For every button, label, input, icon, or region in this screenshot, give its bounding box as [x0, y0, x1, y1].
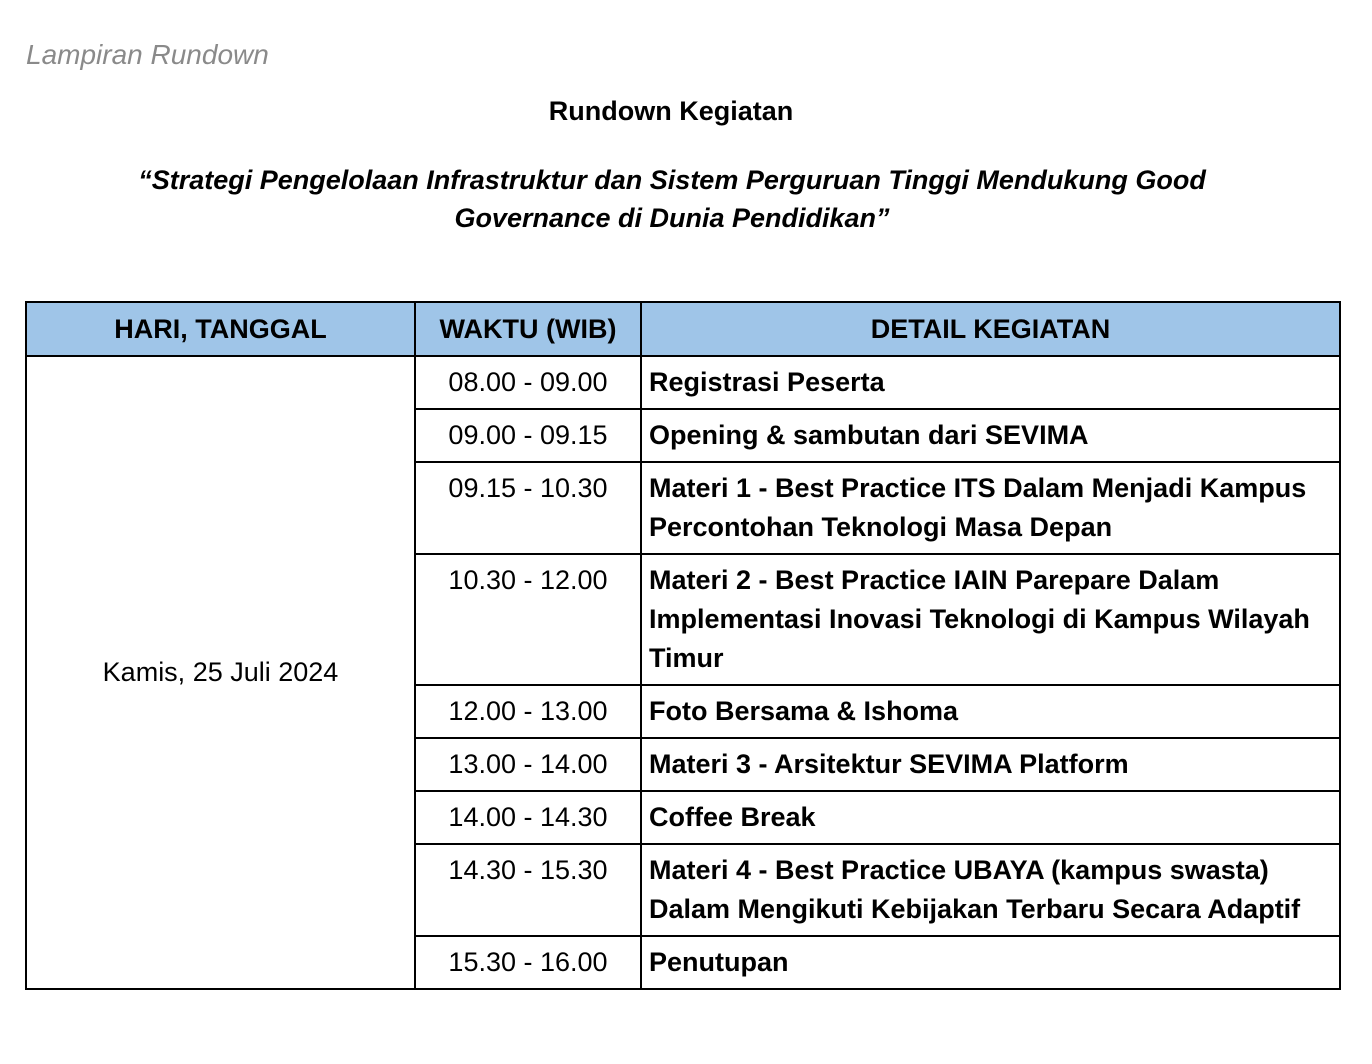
attachment-label: Lampiran Rundown [26, 39, 269, 70]
detail-cell: Materi 4 - Best Practice UBAYA (kampus swasta) Dalam Mengikuti Kebijakan Terbaru Secara Adaptif [641, 844, 1340, 936]
column-header-day: HARI, TANGGAL [26, 302, 415, 356]
time-cell: 10.30 - 12.00 [415, 554, 641, 685]
page-title: Rundown Kegiatan [548, 96, 794, 126]
detail-cell: Materi 2 - Best Practice IAIN Parepare Dalam Implementasi Inovasi Teknologi di Kampus Wilayah Timur [641, 554, 1340, 685]
time-cell: 14.30 - 15.30 [415, 844, 641, 936]
time-cell: 08.00 - 09.00 [415, 356, 641, 409]
detail-cell: Materi 3 - Arsitektur SEVIMA Platform [641, 738, 1340, 791]
day-cell: Kamis, 25 Juli 2024 [26, 356, 415, 989]
time-cell: 13.00 - 14.00 [415, 738, 641, 791]
rundown-table [25, 301, 1341, 990]
time-cell: 09.00 - 09.15 [415, 409, 641, 462]
table-header-row [26, 302, 1340, 356]
column-header-detail: DETAIL KEGIATAN [641, 302, 1340, 356]
time-cell: 12.00 - 13.00 [415, 685, 641, 738]
detail-cell: Coffee Break [641, 791, 1340, 844]
detail-cell: Foto Bersama & Ishoma [641, 685, 1340, 738]
detail-cell: Opening & sambutan dari SEVIMA [641, 409, 1340, 462]
time-cell: 09.15 - 10.30 [415, 462, 641, 554]
detail-cell: Penutupan [641, 936, 1340, 989]
table-row [26, 356, 1340, 409]
column-header-time: WAKTU (WIB) [415, 302, 641, 356]
detail-cell: Registrasi Peserta [641, 356, 1340, 409]
page-subtitle: “Strategi Pengelolaan Infrastruktur dan Sistem Perguruan Tinggi Mendukung Good Governance di Dunia Pendidikan” [138, 165, 1206, 233]
detail-cell: Materi 1 - Best Practice ITS Dalam Menjadi Kampus Percontohan Teknologi Masa Depan [641, 462, 1340, 554]
time-cell: 14.00 - 14.30 [415, 791, 641, 844]
time-cell: 15.30 - 16.00 [415, 936, 641, 989]
